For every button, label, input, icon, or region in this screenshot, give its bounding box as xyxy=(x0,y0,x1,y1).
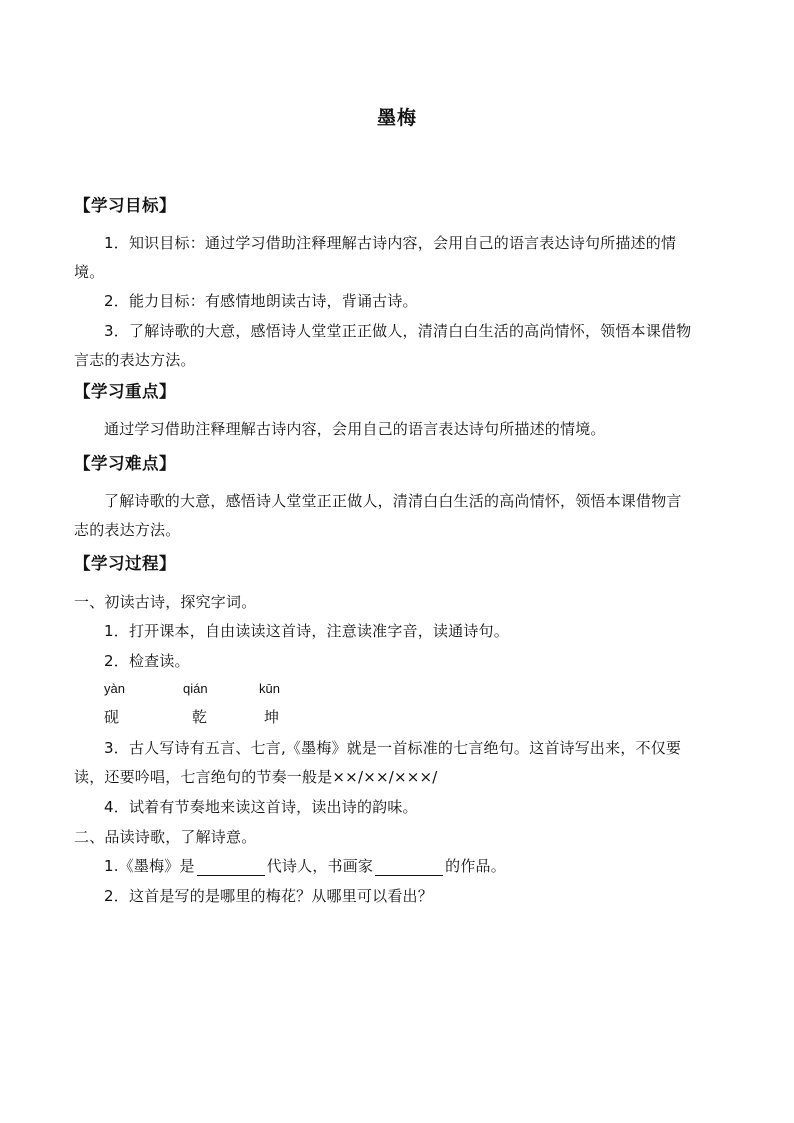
goal-item-1-line-2: 境。 xyxy=(74,263,105,281)
difficulties-heading: 【学习难点】 xyxy=(74,454,176,473)
question-2: 2．这首是写的是哪里的梅花？从哪里可以看出？ xyxy=(104,887,433,905)
question-1 xyxy=(104,855,506,876)
goal-item-1-line-1: 1．知识目标：通过学习借助注释理解古诗内容，会用自己的语言表达诗句所描述的情 xyxy=(104,234,677,252)
page-title: 墨梅 xyxy=(376,107,417,129)
question-1-prefix: 1.《墨梅》是 xyxy=(104,857,195,875)
pinyin-qian: qián xyxy=(183,681,208,696)
process-step-3-line-1: 3．古人写诗有五言、七言,《墨梅》就是一首标准的七言绝句。这首诗写出来，不仅要 xyxy=(104,739,682,757)
char-kun: 坤 xyxy=(264,708,280,726)
process-step-2: 2．检查读。 xyxy=(104,652,190,670)
process-heading: 【学习过程】 xyxy=(74,554,176,573)
difficulties-text-line-1: 了解诗歌的大意，感悟诗人堂堂正正做人，清清白白生活的高尚情怀，领悟本课借物言 xyxy=(104,492,682,510)
process-part-2: 二、品读诗歌，了解诗意。 xyxy=(74,828,257,846)
goal-item-2: 2．能力目标：有感情地朗读古诗，背诵古诗。 xyxy=(104,292,418,310)
question-1-suffix: 的作品。 xyxy=(445,857,506,875)
process-part-1: 一、初读古诗，探究字词。 xyxy=(74,593,257,611)
char-qian: 乾 xyxy=(192,708,208,726)
pinyin-yan: yàn xyxy=(104,681,125,696)
pinyin-kun: kūn xyxy=(259,681,280,696)
question-1-middle: 代诗人，书画家 xyxy=(266,857,374,875)
goal-item-3-line-1: 3．了解诗歌的大意，感悟诗人堂堂正正做人，清清白白生活的高尚情怀，领悟本课借物 xyxy=(104,322,692,340)
process-step-1: 1．打开课本，自由读读这首诗，注意读准字音，读通诗句。 xyxy=(104,622,509,640)
key-points-text: 通过学习借助注释理解古诗内容，会用自己的语言表达诗句所描述的情境。 xyxy=(104,420,606,438)
goals-heading: 【学习目标】 xyxy=(74,196,176,215)
goal-item-3-line-2: 言志的表达方法。 xyxy=(74,351,196,369)
answer-blank-1[interactable] xyxy=(197,859,265,876)
char-yan: 砚 xyxy=(104,708,120,726)
answer-blank-2[interactable] xyxy=(375,859,443,876)
key-points-heading: 【学习重点】 xyxy=(74,382,176,401)
difficulties-text-line-2: 志的表达方法。 xyxy=(74,521,181,539)
process-step-3-line-2: 读，还要吟唱，七言绝句的节奏一般是××/××/×××/ xyxy=(74,768,438,786)
process-step-4: 4．试着有节奏地来读这首诗，读出诗的韵味。 xyxy=(104,798,418,816)
